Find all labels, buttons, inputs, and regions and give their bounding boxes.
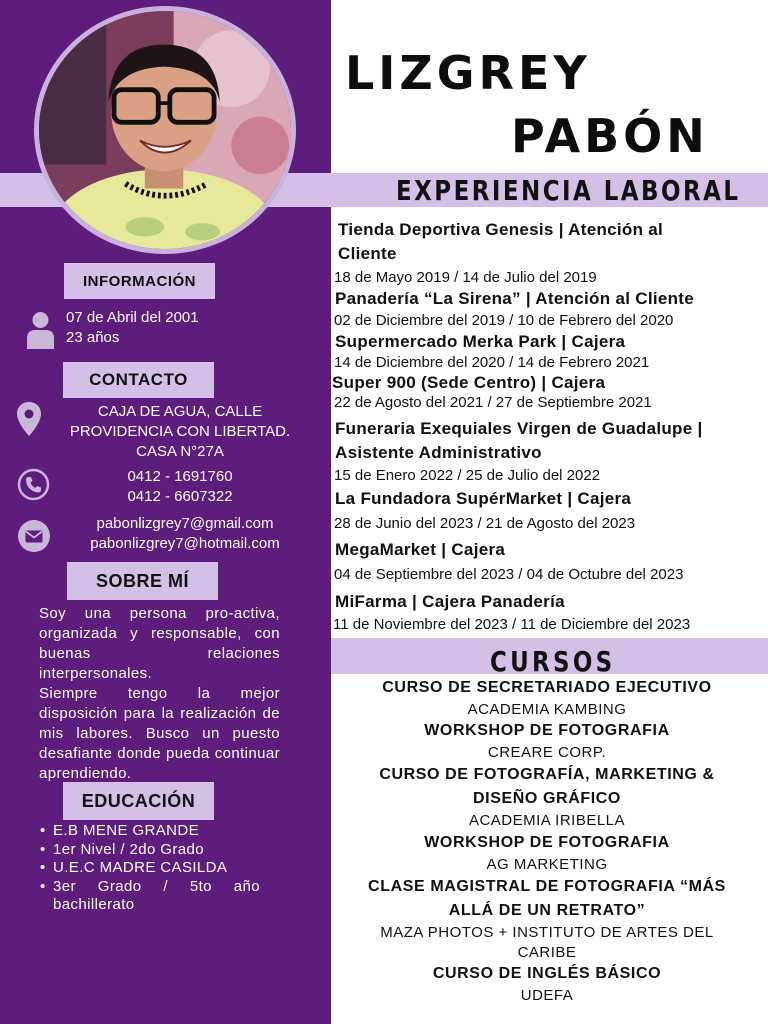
- about-text: [39, 604, 280, 784]
- about-paragraph-1: Soy una persona pro-activa, organizada y responsable, con buenas relaciones interpersonales.: [39, 605, 280, 682]
- course-institution: ACADEMIA IRIBELLA: [468, 812, 626, 829]
- address-line-3: CASA N°27A: [136, 443, 224, 460]
- job-dates: 18 de Mayo 2019 / 14 de Julio del 2019: [334, 269, 597, 286]
- education-item: • E.B MENE GRANDE: [38, 822, 260, 841]
- profile-photo: [34, 6, 296, 254]
- course-item: [335, 875, 759, 963]
- job-dates: 14 de Diciembre del 2020 / 14 de Febrero 2021: [334, 354, 650, 371]
- location-pin-icon: [17, 402, 41, 441]
- course-title: CURSO DE INGLÉS BÁSICO: [432, 965, 662, 982]
- first-name: LIZGREY: [345, 46, 591, 100]
- last-name: PABÓN: [511, 109, 709, 163]
- info-heading: INFORMACIÓN: [64, 263, 215, 299]
- about-paragraph-2: Siempre tengo la mejor disposición para la realización de mis labores. Busco un puesto desafiante donde pueda continuar aprendiendo.: [39, 685, 280, 782]
- course-institution: CARIBE: [517, 944, 577, 961]
- course-institution: ACADEMIA KAMBING: [467, 701, 627, 718]
- course-title: DISEÑO GRÁFICO: [473, 790, 621, 807]
- course-title: WORKSHOP DE FOTOGRAFIA: [424, 834, 670, 851]
- email-icon: [18, 520, 50, 557]
- course-item: [335, 719, 759, 763]
- age: 23 años: [66, 329, 120, 346]
- course-institution: CREARE CORP.: [487, 744, 607, 761]
- job-dates: 04 de Septiembre del 2023 / 04 de Octubre del 2023: [334, 566, 684, 583]
- education-list: [38, 822, 260, 915]
- job-title: Funeraria Exequiales Virgen de Guadalupe |: [335, 419, 703, 438]
- education-item: • 1er Nivel / 2do Grado: [38, 841, 260, 860]
- about-heading: SOBRE MÍ: [67, 562, 218, 600]
- course-item: [335, 831, 759, 875]
- job-title: MegaMarket | Cajera: [335, 540, 506, 559]
- course-title: CLASE MAGISTRAL DE FOTOGRAFIA “MÁS: [368, 878, 726, 895]
- job-title: Tienda Deportiva Genesis | Atención al: [338, 220, 664, 239]
- address-line-1: CAJA DE AGUA, CALLE: [97, 403, 263, 420]
- education-item: • 3er Grado / 5to año bachillerato: [38, 878, 260, 915]
- job-title: Panadería “La Sirena” | Atención al Cliente: [335, 289, 695, 308]
- course-item: [335, 962, 759, 1006]
- course-institution: MAZA PHOTOS + INSTITUTO DE ARTES DEL: [380, 924, 714, 941]
- job-title: Supermercado Merka Park | Cajera: [335, 332, 626, 351]
- job-title: MiFarma | Cajera Panadería: [335, 592, 565, 611]
- job-dates: 02 de Diciembre del 2019 / 10 de Febrero del 2020: [334, 312, 674, 329]
- contact-heading: CONTACTO: [63, 362, 214, 398]
- email-1[interactable]: pabonlizgrey7@gmail.com: [96, 515, 274, 532]
- job-title: Cliente: [338, 244, 397, 263]
- courses-heading: CURSOS: [490, 645, 616, 678]
- course-title: CURSO DE FOTOGRAFÍA, MARKETING &: [379, 766, 715, 783]
- phone-2[interactable]: 0412 - 6607322: [127, 488, 233, 505]
- birthdate: 07 de Abril del 2001: [66, 309, 199, 326]
- job-dates: 11 de Noviembre del 2023 / 11 de Diciembre del 2023: [333, 616, 691, 633]
- phone-1[interactable]: 0412 - 1691760: [127, 468, 233, 485]
- email-2[interactable]: pabonlizgrey7@hotmail.com: [90, 535, 280, 552]
- job-title: Asistente Administrativo: [335, 443, 542, 462]
- job-title: La Fundadora SupérMarket | Cajera: [335, 489, 632, 508]
- job-dates: 22 de Agosto del 2021 / 27 de Septiembre 2021: [334, 394, 652, 411]
- education-item: • U.E.C MADRE CASILDA: [38, 859, 260, 878]
- course-institution: UDEFA: [520, 987, 574, 1004]
- course-title: CURSO DE SECRETARIADO EJECUTIVO: [382, 679, 712, 696]
- job-dates: 15 de Enero 2022 / 25 de Julio del 2022: [334, 467, 601, 484]
- course-item: [335, 763, 759, 831]
- job-title: Super 900 (Sede Centro) | Cajera: [332, 373, 606, 392]
- course-title: ALLÁ DE UN RETRATO”: [448, 902, 646, 919]
- education-heading: EDUCACIÓN: [63, 782, 214, 820]
- course-title: WORKSHOP DE FOTOGRAFIA: [424, 722, 670, 739]
- course-item: [335, 676, 759, 720]
- phone-icon: [17, 468, 50, 506]
- address-line-2: PROVIDENCIA CON LIBERTAD.: [69, 423, 291, 440]
- experience-heading: EXPERIENCIA LABORAL: [396, 174, 741, 207]
- job-dates: 28 de Junio del 2023 / 21 de Agosto del 2023: [334, 515, 636, 532]
- course-institution: AG MARKETING: [486, 856, 608, 873]
- person-icon: [27, 311, 54, 354]
